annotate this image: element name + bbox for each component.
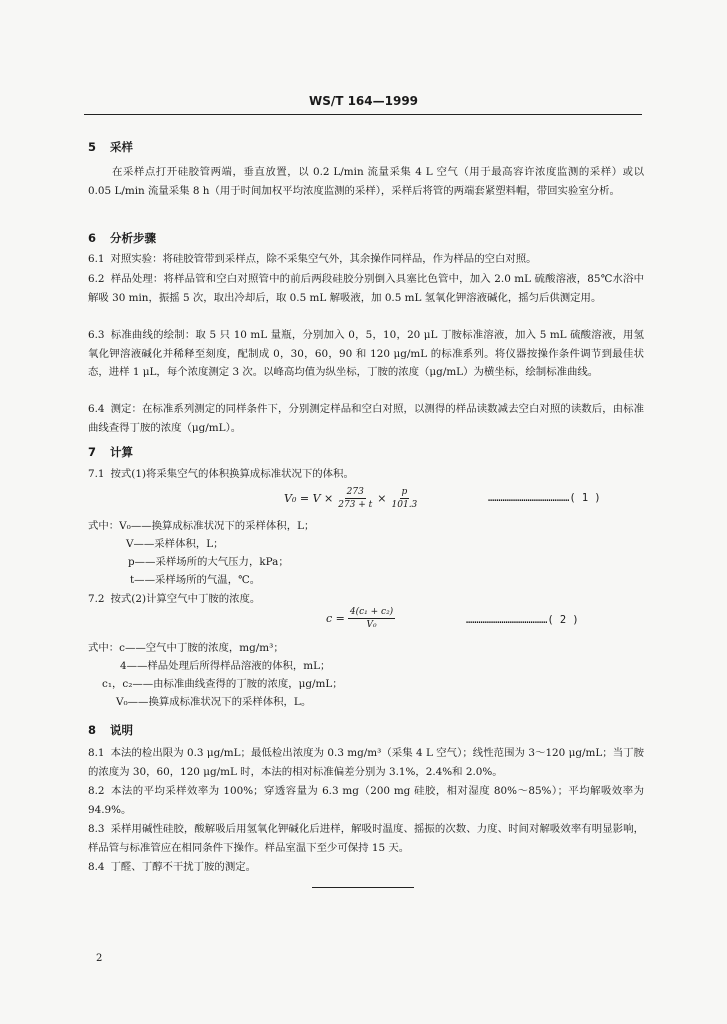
section-5-heading — [88, 139, 133, 155]
fraction-temperature — [336, 486, 374, 511]
section-number: 5 — [88, 140, 97, 154]
fraction-pressure — [390, 486, 420, 511]
clause-text: 测定：在标准系列测定的同样条件下，分别测定样品和空白对照，以测得的样品读数减去空白对照的读数后，由标准曲线查得丁胺的浓度（μg/mL）。 — [88, 403, 644, 434]
clause-text: 标准曲线的绘制：取 5 只 10 mL 量瓶，分别加入 0，5，10，20 μL 丁胺标准溶液，加入 5 mL 硫酸溶液，用氢氧化钾溶液碱化并稀释至刻度，配制成 0，30，60，90 和 120 μg/mL 的标准系列。将仪器按操作条件调节到最佳状态，进样 1 μL，每个浓度测定 3 次。以峰高均值为纵坐标，丁胺的浓度（μg/mL）为横坐标，绘制标准曲线。 — [88, 329, 644, 379]
section-6-heading — [88, 230, 156, 246]
definition-line — [128, 554, 289, 570]
clause-label: 7.2 — [88, 593, 105, 605]
definition-symbol: 4—— — [120, 660, 148, 672]
definition-line — [116, 694, 311, 710]
section-title: 计算 — [110, 445, 133, 459]
clause-label: 8.3 — [88, 823, 105, 835]
clause-text: 丁醛、丁醇不干扰丁胺的测定。 — [110, 861, 256, 873]
formula-2 — [326, 606, 398, 631]
definition-symbol: V₀—— — [116, 696, 149, 708]
clause-text: 对照实验：将硅胶管带到采样点，除不采集空气外，其余操作同样品，作为样品的空白对照。 — [110, 253, 537, 265]
clause-8-4 — [88, 858, 644, 877]
page-number: 2 — [96, 953, 103, 964]
clause-text: 本法的检出限为 0.3 μg/mL；最低检出浓度为 0.3 mg/m³（采集 4 L 空气）；线性范围为 3～120 μg/mL；当丁胺的浓度为 30，60，120 μg/mL 时，本法的相对标准偏差分别为 3.1%，2.4%和 2.0%。 — [88, 747, 644, 778]
definition-text: 由标准曲线查得的丁胺的浓度，μg/mL； — [153, 678, 343, 690]
definition-line — [126, 536, 224, 552]
clause-label: 8.4 — [88, 861, 105, 873]
section-number: 6 — [88, 231, 97, 245]
definition-symbol: 式中：c—— — [88, 642, 146, 654]
section-title: 采样 — [110, 140, 133, 154]
clause-text: 本法的平均采样效率为 100%；穿透容量为 6.3 mg（200 mg 硅胶，相对湿度 80%～85%）；平均解吸效率为 94.9%。 — [88, 785, 644, 816]
fraction-denominator: 273 + t — [338, 500, 373, 510]
section-title: 说明 — [110, 723, 133, 737]
fraction-concentration — [348, 606, 395, 631]
definition-symbol: c₁，c₂—— — [102, 678, 154, 690]
equation-number-1: …………………………………( 1 ) — [488, 492, 601, 504]
clause-text: 采样用碱性硅胶，酸解吸后用氢氧化钾碱化后进样，解吸时温度、摇振的次数、力度、时间对解吸效率有明显影响，样品管与标准管应在相同条件下操作。样品室温下至少可保持 15 天。 — [88, 823, 644, 854]
definition-line — [120, 658, 330, 674]
section-7-heading — [88, 444, 133, 460]
definition-symbol: V—— — [126, 538, 155, 550]
clause-label: 6.2 — [88, 273, 105, 285]
definition-line — [88, 518, 314, 534]
clause-label: 8.1 — [88, 747, 105, 759]
clause-8-3 — [88, 820, 644, 857]
section-title: 分析步骤 — [110, 231, 156, 245]
clause-text: 按式(2)计算空气中丁胺的浓度。 — [110, 593, 261, 605]
section-number: 8 — [88, 723, 97, 737]
section-8-heading — [88, 722, 133, 738]
clause-8-1 — [88, 744, 644, 781]
definition-text: 换算成标准状况下的采样体积，L。 — [148, 696, 312, 708]
definition-text: 采样场所的大气压力，kPa； — [155, 556, 289, 568]
fraction-numerator: 4(c₁ + c₂) — [349, 607, 394, 617]
fraction-numerator: p — [401, 487, 408, 497]
fraction-denominator: 101.3 — [391, 500, 418, 510]
clause-6-1 — [88, 250, 644, 269]
definition-symbol: 式中：V₀—— — [88, 520, 152, 532]
definition-line — [130, 572, 260, 588]
clause-6-3 — [88, 326, 644, 382]
clause-6-2 — [88, 270, 644, 307]
definition-line — [102, 676, 343, 692]
header-rule — [84, 114, 642, 115]
formula-lhs: c = — [326, 612, 345, 625]
clause-text: 样品处理：将样品管和空白对照管中的前后两段硅胶分别倒入具塞比色管中，加入 2.0 mL 硫酸溶液，85℃水浴中解吸 30 min，振摇 5 次，取出冷却后，取 0.5 mL 解吸液，加 0.5 mL 氢氧化钾溶液碱化，摇匀后供测定用。 — [88, 273, 644, 304]
times-sign: × — [377, 492, 387, 505]
definition-text: 采样体积，L； — [154, 538, 224, 550]
section-5-body: 在采样点打开硅胶管两端，垂直放置，以 0.2 L/min 流量采集 4 L 空气（用于最高容许浓度监测的采样）或以 0.05 L/min 流量采集 8 h（用于时间加权平均浓度监测的采样），采样后将管的两端套紧塑料帽，带回实验室分析。 — [88, 166, 644, 197]
definition-symbol: t—— — [130, 574, 155, 586]
equation-number-2: …………………………………( 2 ) — [466, 614, 579, 626]
definition-symbol: p—— — [128, 556, 156, 568]
clause-label: 8.2 — [88, 785, 105, 797]
formula-lhs: V₀ = V × — [284, 492, 334, 505]
formula-1 — [284, 486, 422, 511]
clause-7-1 — [88, 465, 644, 484]
definition-line — [88, 640, 284, 656]
section-number: 7 — [88, 445, 97, 459]
clause-label: 6.1 — [88, 253, 105, 265]
clause-label: 6.4 — [88, 403, 105, 415]
definition-text: 采样场所的气温，℃。 — [154, 574, 261, 586]
clause-label: 6.3 — [88, 329, 105, 341]
definition-text: 空气中丁胺的浓度，mg/m³； — [145, 642, 284, 654]
definition-text: 样品处理后所得样品溶液的体积，mL； — [147, 660, 331, 672]
end-of-document-rule — [312, 887, 414, 888]
standard-number: WS/T 164—1999 — [308, 94, 419, 108]
clause-label: 7.1 — [88, 468, 105, 480]
clause-8-2 — [88, 782, 644, 819]
fraction-numerator: 273 — [346, 487, 364, 497]
fraction-denominator: V₀ — [366, 620, 377, 630]
definition-text: 换算成标准状况下的采样体积，L； — [151, 520, 315, 532]
clause-text: 按式(1)将采集空气的体积换算成标准状况下的体积。 — [110, 468, 354, 480]
clause-6-4 — [88, 400, 644, 437]
